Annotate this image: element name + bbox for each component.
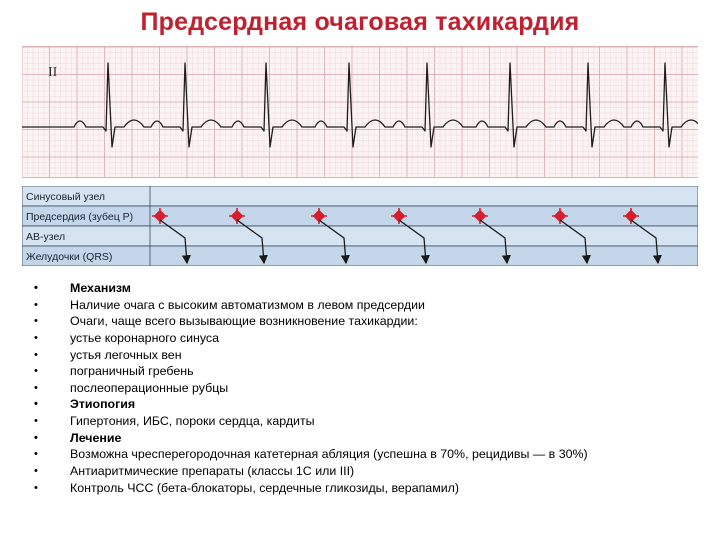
bullet-item: • Возможна чресперегородочная катетерная абляция (успешна в 70%, рецидивы — в 30%)	[34, 446, 588, 463]
slide-title: Предсердная очаговая тахикардия	[140, 8, 580, 36]
bullet-item: • Контроль ЧСС (бета-блокаторы, сердечные гликозиды, верапамил)	[34, 480, 588, 497]
ladder-row	[22, 186, 698, 206]
bullet-item: • пограничный гребень	[34, 363, 588, 380]
bullet-heading: • Лечение	[34, 430, 588, 447]
bullet-item: • устье коронарного синуса	[34, 330, 588, 347]
ecg-lead-label: II	[48, 65, 58, 80]
bullet-heading: • Этиопогия	[34, 396, 588, 413]
ecg-waveform	[22, 63, 698, 147]
bullet-heading: • Механизм	[34, 280, 588, 297]
ladder-row-label: Синусовый узел	[26, 191, 106, 203]
ladder-row	[22, 246, 698, 266]
ecg-trace	[22, 47, 698, 177]
ladder-svg	[22, 186, 698, 266]
ladder-row-label: АВ-узел	[26, 231, 66, 243]
ladder-row-label: Предсердия (зубец P)	[26, 211, 134, 223]
bullet-item: • Очаги, чаще всего вызывающие возникновение тахикардии:	[34, 313, 588, 330]
bullet-item: • устья легочных вен	[34, 347, 588, 364]
bullet-item: • Гипертония, ИБС, пороки сердца, кардиты	[34, 413, 588, 430]
bullet-item: • послеоперационные рубцы	[34, 380, 588, 397]
bullet-item: • Наличие очага с высоким автоматизмом в левом предсердии	[34, 297, 588, 314]
ladder-row	[22, 206, 698, 226]
ladder-diagram	[22, 186, 698, 266]
bullet-item: • Антиаритмические препараты (классы 1С или III)	[34, 463, 588, 480]
bullet-list	[34, 280, 588, 496]
ecg-grid	[22, 47, 698, 177]
ladder-row	[22, 226, 698, 246]
ecg-strip	[22, 46, 698, 178]
ladder-row-label: Желудочки (QRS)	[26, 251, 113, 263]
